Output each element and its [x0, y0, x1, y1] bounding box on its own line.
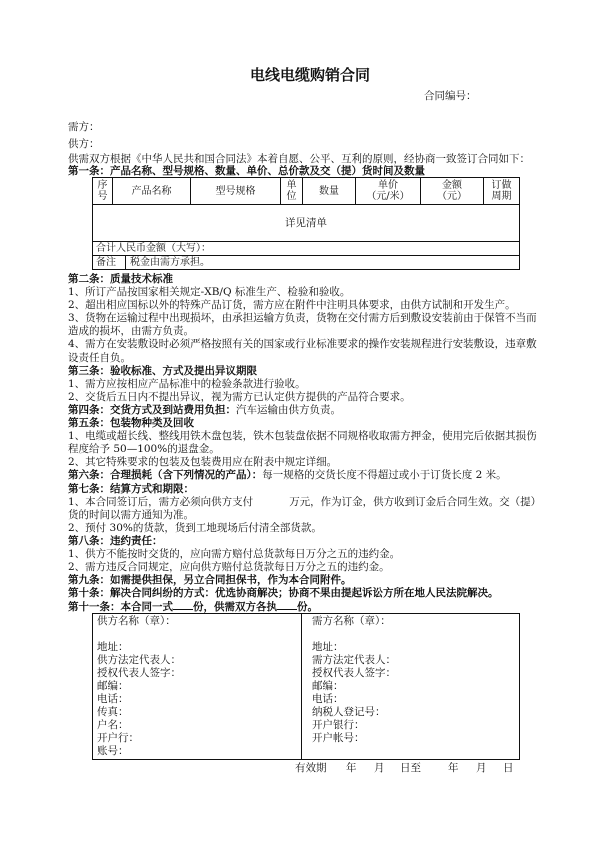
- col-header-lead-time-line-1: 订做: [491, 180, 512, 191]
- preamble: 供需双方根据《中华人民共和国合同法》本着自愿、公平、互利的原则，经协商一致签订合同如下：: [68, 153, 530, 165]
- article-2-line-1: 1、所订产品按国家相关规定-XB/Q 标准生产、检验和验收。: [68, 286, 351, 298]
- col-header-serial-line-1: 序: [97, 180, 108, 191]
- article-7-heading: 第七条：结算方式和期限：: [68, 483, 194, 495]
- article-3-line-2: 2、交货后五日内不提出异议，视为需方已认定供方提供的产品符合要求。: [68, 391, 411, 403]
- col-header-quantity-text: 数量: [319, 185, 339, 197]
- article-8-heading: 第八条：违约责任：: [68, 535, 163, 547]
- contract-number-label: 合同编号：: [424, 90, 477, 102]
- seller-phone-label: 电话：: [97, 693, 129, 705]
- col-header-amount-line-1: 金额: [442, 180, 462, 191]
- buyer-label: 需方：: [68, 121, 100, 133]
- col-header-unit-price-line-1: 单价: [378, 180, 398, 191]
- col-header-serial-line-2: 号: [97, 191, 108, 202]
- col-header-serial: [93, 178, 113, 204]
- product-table-remark-row: [93, 256, 519, 269]
- col-header-unit: [281, 178, 303, 204]
- validity-start-month: 月: [374, 762, 385, 774]
- article-4-heading: 第四条：交货方式及到站费用负担：: [68, 404, 236, 416]
- col-header-amount-line-2: （元）: [437, 191, 467, 202]
- seller-postcode-label: 邮编：: [97, 680, 129, 692]
- article-2-line-6: 设责任自负。: [68, 352, 131, 364]
- buyer-account-number-label: 开户帐号：: [312, 732, 365, 744]
- product-table-header-row: [93, 178, 519, 205]
- copies-each-blank: [277, 600, 297, 610]
- col-header-quantity: [303, 178, 356, 204]
- product-table-detail-row: [93, 205, 519, 242]
- buyer-phone-label: 电话：: [312, 693, 344, 705]
- article-6-text: 每一规格的交货长度不得超过或小于订货长度 2 米。: [262, 469, 507, 481]
- seller-bank-label: 开户行：: [97, 732, 139, 744]
- validity-end-year: 年: [448, 762, 459, 774]
- col-header-amount: [421, 178, 484, 204]
- article-11: [68, 600, 318, 614]
- total-amount-label: 合计人民币金额（大写）：: [96, 243, 211, 254]
- buyer-postcode-label: 邮编：: [312, 680, 344, 692]
- article-3-line-1: 1、需方应按相应产品标准中的检验条款进行验收。: [68, 378, 306, 390]
- signature-box: [92, 613, 520, 760]
- article-10: 第十条：解决合同纠纷的方式：优选协商解决；协商不果由提起诉讼方所在地人民法院解决。: [68, 587, 499, 599]
- col-header-lead-time-line-2: 周期: [491, 191, 512, 202]
- article-2-line-2: 2、超出相应国标以外的特殊产品订货，需方应在附件中注明具体要求，由供方试制和开发生产。: [68, 299, 516, 311]
- col-header-unit-price-line-2: （元/米）: [366, 191, 410, 202]
- seller-signature-column: [93, 614, 302, 759]
- detail-note: 详见清单: [285, 216, 327, 229]
- article-8-line-2: 2、需方违反合同规定，应向供方赔付总货款每日万分之五的违约金。: [68, 561, 390, 573]
- article-11-part-1: 第十一条：本合同一式: [68, 601, 173, 613]
- validity-start-year: 年: [346, 762, 357, 774]
- validity-start-day-to: 日至: [400, 762, 421, 774]
- article-3-heading: 第三条：验收标准、方式及提出异议期限: [68, 365, 257, 377]
- seller-name-label: 供方名称（章）：: [97, 615, 176, 627]
- seller-account-name-label: 户名：: [97, 719, 129, 731]
- article-9: 第九条：如需提供担保，另立合同担保书，作为本合同附件。: [68, 574, 352, 586]
- seller-authorized-signature-label: 授权代表人签字：: [97, 667, 181, 679]
- article-11-part-3: 份。: [297, 601, 318, 613]
- seller-legal-rep-label: 供方法定代表人：: [97, 654, 181, 666]
- validity-end-day: 日: [503, 762, 514, 774]
- col-header-model-spec-text: 型号规格: [215, 185, 256, 197]
- article-7-line-2: 货的时间以需方通知为准。: [68, 509, 194, 521]
- buyer-tax-id-label: 纳税人登记号：: [312, 706, 386, 718]
- product-table: [92, 177, 520, 270]
- article-2-heading: 第二条：质量技术标准: [68, 273, 173, 285]
- remark-value: 税金由需方承担。: [130, 257, 210, 268]
- article-1-heading: 第一条：产品名称、型号规格、数量、单价、总价款及交（提）货时间及数量: [68, 165, 425, 177]
- validity-end-month: 月: [476, 762, 487, 774]
- col-header-lead-time: [484, 178, 519, 204]
- validity-label: 有效期: [295, 762, 327, 774]
- article-6-heading: 第六条：合理损耗（含下列情况的产品）：: [68, 469, 263, 481]
- seller-label: 供方：: [68, 138, 100, 150]
- article-5-line-2: 程度给予 50—100%的退盘金。: [68, 443, 220, 455]
- article-5-line-3: 2、其它特殊要求的包装及包装费用应在附表中规定详细。: [68, 456, 338, 468]
- article-4: [68, 404, 341, 417]
- article-7-line-3: 2、预付 30%的货款，货到工地现场后付清全部货款。: [68, 522, 322, 534]
- article-5-heading: 第五条：包装物种类及回收: [68, 417, 194, 429]
- seller-fax-label: 传真：: [97, 706, 129, 718]
- document-title: 电线电缆购销合同: [250, 66, 371, 84]
- article-2-line-5: 4、需方在安装敷设时必须严格按照有关的国家或行业标准要求的操作安装规程进行安装敷设，违章敷: [68, 338, 537, 350]
- buyer-name-label: 需方名称（章）：: [312, 615, 391, 627]
- remark-label: 备注: [93, 256, 126, 269]
- seller-address-label: 地址：: [97, 641, 129, 653]
- col-header-product-name-text: 产品名称: [131, 185, 172, 197]
- col-header-product-name: [113, 178, 191, 204]
- article-5-line-1: 1、电缆或超长线、整线用铁木盘包装，铁木包装盘依据不同规格收取需方押金，使用完后依据其损伤: [68, 430, 537, 442]
- article-6: [68, 469, 507, 482]
- article-7-line-1: [68, 496, 541, 509]
- copies-total-blank: [173, 600, 193, 610]
- seller-account-number-label: 账号：: [97, 745, 129, 757]
- col-header-model-spec: [191, 178, 281, 204]
- col-header-unit-line-2: 位: [286, 191, 297, 202]
- article-2-line-3: 3、货物在运输过程中出现损坏，由承担运输方负责，货物在交付需方后到敷设安装前由于保管不当而: [68, 312, 537, 324]
- buyer-bank-label: 开户银行：: [312, 719, 365, 731]
- buyer-signature-column: [302, 614, 519, 759]
- product-table-total-row: [93, 242, 519, 256]
- buyer-authorized-signature-label: 授权代表人签字：: [312, 667, 396, 679]
- col-header-unit-line-1: 单: [286, 180, 297, 191]
- article-11-part-2: 份，供需双方各执: [193, 601, 277, 613]
- col-header-unit-price: [356, 178, 421, 204]
- buyer-legal-rep-label: 需方法定代表人：: [312, 654, 396, 666]
- article-2-line-4: 造成的损坏，由需方负责。: [68, 325, 194, 337]
- buyer-address-label: 地址：: [312, 641, 344, 653]
- article-7-line-1-part-2: 万元，作为订金，供方收到订金后合同生效。交（提）: [289, 496, 542, 508]
- article-4-text: 汽车运输由供方负责。: [236, 404, 341, 416]
- article-7-line-1-part-1: 1、本合同签订后，需方必须向供方支付: [68, 496, 254, 508]
- article-8-line-1: 1、供方不能按时交货的，应向需方赔付总货款每日万分之五的违约金。: [68, 548, 401, 560]
